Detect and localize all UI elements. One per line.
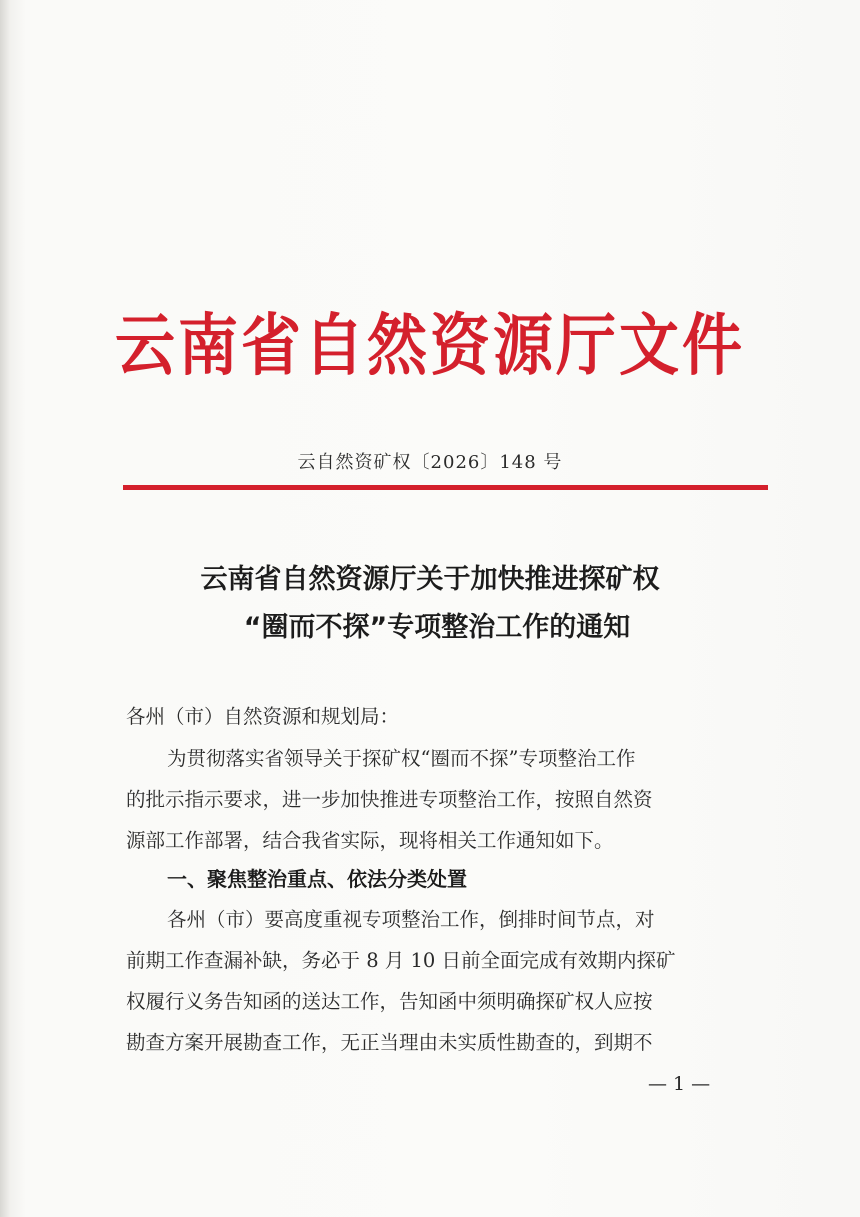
document-title-line-1: 云南省自然资源厅关于加快推进探矿权 — [200, 564, 660, 595]
intro-line-2: 的批示指示要求，进一步加快推进专项整治工作，按照自然资 — [126, 788, 653, 811]
section-1-line-3: 权履行义务告知函的送达工作，告知函中须明确探矿权人应按 — [126, 990, 653, 1013]
document-number: 云自然资矿权〔2026〕148 号 — [297, 452, 563, 473]
section-1-line-1: 各州（市）要高度重视专项整治工作，倒排时间节点，对 — [167, 908, 655, 931]
red-divider-line — [123, 485, 768, 490]
section-1-heading: 一、聚焦整治重点、依法分类处置 — [167, 867, 467, 891]
issuer-header: 云南省自然资源厅文件 — [115, 306, 745, 386]
intro-line-3: 源部工作部署，结合我省实际，现将相关工作通知如下。 — [126, 829, 614, 852]
document-title-line-2: “圈而不探”专项整治工作的通知 — [243, 612, 631, 643]
section-1-line-2: 前期工作查漏补缺，务必于 8 月 10 日前全面完成有效期内探矿 — [126, 949, 676, 972]
intro-line-1: 为贯彻落实省领导关于探矿权“圈而不探”专项整治工作 — [167, 747, 636, 770]
addressee: 各州（市）自然资源和规划局： — [126, 705, 400, 728]
page-number: — 1 — — [648, 1073, 711, 1095]
section-1-line-4: 勘查方案开展勘查工作，无正当理由未实质性勘查的，到期不 — [126, 1031, 653, 1054]
